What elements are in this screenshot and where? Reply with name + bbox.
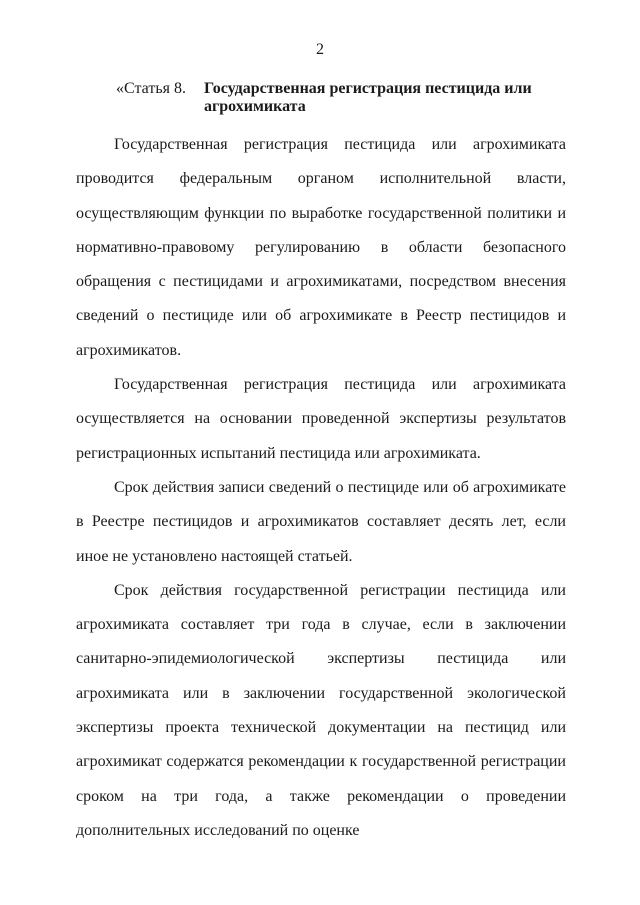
page-number: 2 [316,41,324,58]
paragraph-registration-basis: Государственная регистрация пестицида или агрохимиката осуществляется на основании проведенной экспертизы результатов регистрационных испытаний пестицида или агрохимиката. [76,376,566,462]
article-title: Государственная регистрация пестицида или агрохимиката [204,80,532,115]
paragraph-registration-term: Срок действия государственной регистрации пестицида или агрохимиката составляет три года в случае, если в заключении санитарно-эпидемиологической экспертизы пестицида или агрохимиката или в заключении государственной экологической экспертизы проекта технической документации на пестицид или агрохимикат содержатся рекомендации к государственной регистрации сроком на три года, а также рекомендации о проведении дополнительных исследований по оценке [76,581,566,839]
article-label: «Статья 8. [116,80,186,97]
paragraph-record-validity: Срок действия записи сведений о пестициде или об агрохимикате в Реестре пестицидов и агрохимикатов составляет десять лет, если иное не установлено настоящей статьей. [76,478,566,565]
paragraph-registration-authority: Государственная регистрация пестицида или агрохимиката проводится федеральным органом исполнительной власти, осуществляющим функции по выработке государственной политики и нормативно-правовому регулированию в области безопасного обращения с пестицидами и агрохимикатами, посредством внесения сведений о пестициде или об агрохимикате в Реестр пестицидов и агрохимикатов. [76,136,566,359]
article-body [76,128,566,848]
